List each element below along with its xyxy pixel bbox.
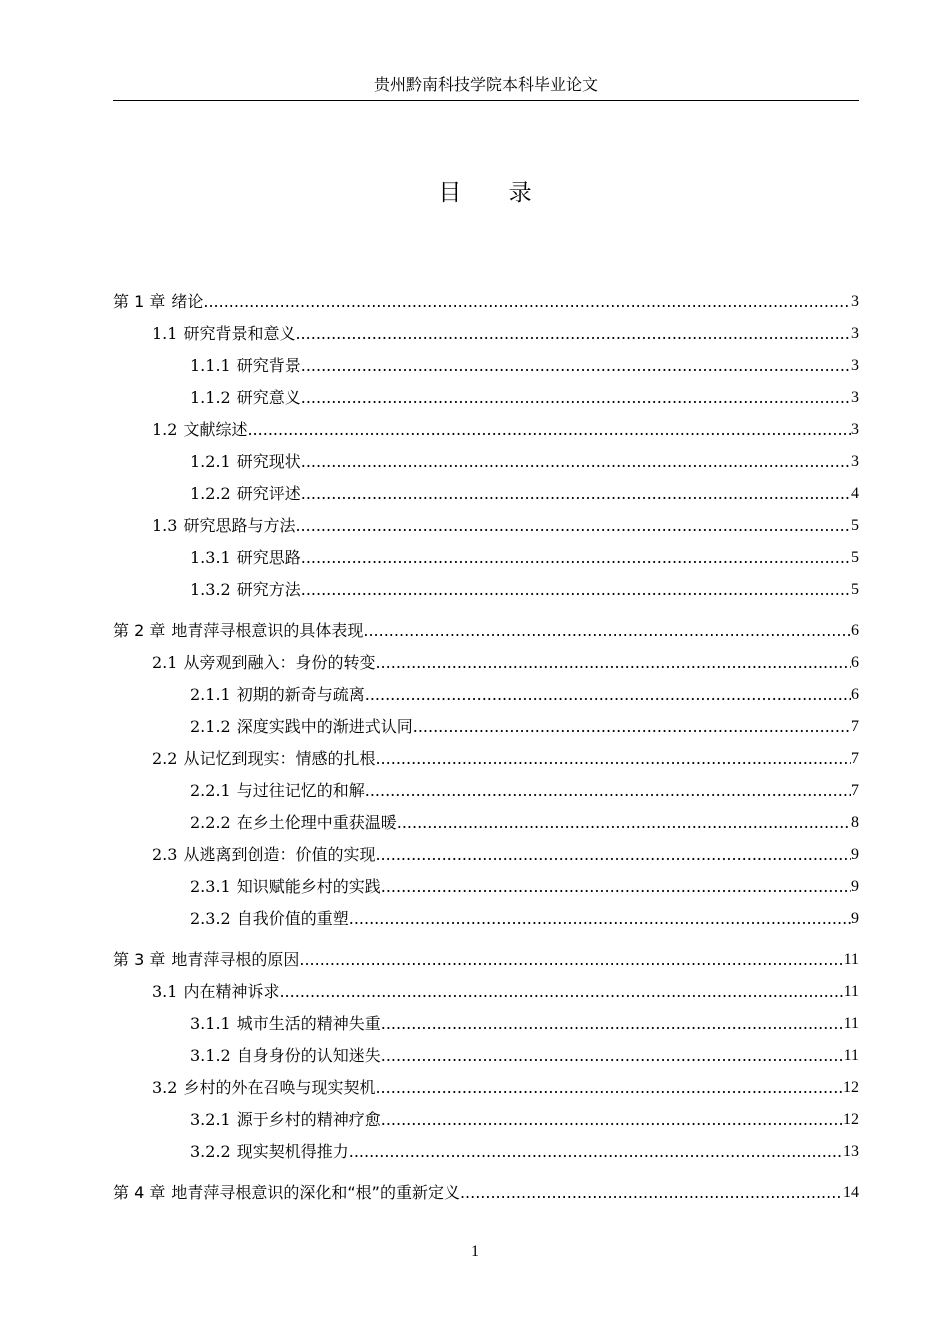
toc-entry-text: 内在精神诉求 [183, 982, 280, 1001]
toc-entry-text: 文献综述 [183, 420, 248, 439]
toc-entry-label [152, 322, 295, 346]
toc-entry-label [190, 875, 381, 899]
toc-entry-label [152, 1076, 375, 1100]
toc-entry-page: 3 [851, 389, 859, 406]
dot-leader [375, 1076, 843, 1100]
dot-leader [381, 1012, 844, 1036]
toc-entry-number: 第 1 章 [113, 292, 166, 311]
toc-entry-text: 从逃离到创造：价值的实现 [183, 845, 376, 864]
toc-entry-label [190, 578, 301, 602]
toc-entry-page: 3 [851, 421, 859, 438]
dot-leader [381, 875, 851, 899]
toc-entry-level2[interactable] [113, 747, 859, 771]
toc-entry-number: 2.2.1 [190, 781, 231, 800]
toc-entry-text: 研究思路与方法 [183, 516, 296, 535]
toc-entry-page: 9 [851, 878, 859, 895]
dot-leader [365, 779, 851, 803]
toc-entry-text: 乡村的外在召唤与现实契机 [183, 1078, 376, 1097]
toc-entry-page: 5 [851, 517, 859, 534]
toc-entry-text: 从记忆到现实：情感的扎根 [183, 749, 376, 768]
toc-entry-level1[interactable] [113, 290, 859, 314]
toc-entry-number: 1.1 [152, 324, 178, 343]
toc-entry-page: 12 [843, 1079, 859, 1096]
dot-leader [349, 907, 851, 931]
toc-entry-text: 源于乡村的精神疗愈 [236, 1110, 381, 1129]
toc-entry-number: 2.1.1 [190, 685, 231, 704]
toc-entry-page: 11 [843, 983, 859, 1000]
toc-entry-number: 3.2 [152, 1078, 178, 1097]
toc-entry-text: 深度实践中的渐进式认同 [236, 717, 413, 736]
toc-entry-number: 2.3 [152, 845, 178, 864]
toc-entry-text: 研究思路 [236, 548, 301, 567]
dot-leader [279, 980, 843, 1004]
toc-entry-page: 5 [851, 581, 859, 598]
toc-entry-level2[interactable] [113, 322, 859, 346]
toc-entry-page: 6 [851, 654, 859, 671]
dot-leader [301, 450, 851, 474]
toc-entry-level2[interactable] [113, 980, 859, 1004]
dot-leader [301, 578, 851, 602]
toc-entry-level3[interactable] [113, 1108, 859, 1132]
toc-entry-label [190, 546, 301, 570]
toc-entry-page: 11 [843, 1015, 859, 1032]
toc-entry-number: 2.3.2 [190, 909, 231, 928]
toc-entry-level1[interactable] [113, 1181, 859, 1205]
toc-entry-label [190, 482, 301, 506]
toc-entry-level2[interactable] [113, 843, 859, 867]
toc-entry-page: 7 [851, 782, 859, 799]
toc-entry-page: 11 [843, 951, 859, 968]
toc-entry-page: 6 [851, 686, 859, 703]
toc-entry-label [152, 980, 279, 1004]
toc-entry-page: 3 [851, 293, 859, 310]
toc-entry-text: 初期的新奇与疏离 [236, 685, 365, 704]
dot-leader [301, 482, 851, 506]
toc-entry-number: 第 3 章 [113, 950, 166, 969]
toc-entry-number: 第 2 章 [113, 621, 166, 640]
toc-entry-page: 7 [851, 718, 859, 735]
dot-leader [301, 354, 851, 378]
toc-entry-page: 5 [851, 549, 859, 566]
toc-entry-label [190, 1044, 381, 1068]
toc-entry-level2[interactable] [113, 651, 859, 675]
toc-entry-number: 1.2.2 [190, 484, 231, 503]
dot-leader [295, 322, 851, 346]
dot-leader [381, 1044, 844, 1068]
toc-entry-number: 3.2.1 [190, 1110, 231, 1129]
dot-leader [203, 290, 851, 314]
toc-entry-number: 2.2 [152, 749, 178, 768]
toc-entry-text: 从旁观到融入：身份的转变 [183, 653, 376, 672]
toc-entry-page: 3 [851, 357, 859, 374]
toc-entry-number: 1.3 [152, 516, 178, 535]
dot-leader [397, 811, 851, 835]
toc-entry-number: 1.2.1 [190, 452, 231, 471]
toc-entry-page: 4 [851, 485, 859, 502]
toc-entry-page: 14 [843, 1184, 859, 1201]
toc-entry-number: 1.3.1 [190, 548, 231, 567]
toc-entry-level1[interactable] [113, 948, 859, 972]
dot-leader [375, 843, 851, 867]
toc-entry-number: 2.3.1 [190, 877, 231, 896]
toc-entry-page: 7 [851, 750, 859, 767]
toc-entry-level3[interactable] [113, 482, 859, 506]
header-rule [113, 100, 859, 101]
toc-entry-label [113, 1181, 460, 1205]
toc-entry-text: 研究方法 [236, 580, 301, 599]
toc-entry-label [113, 948, 299, 972]
toc-entry-level3[interactable] [113, 907, 859, 931]
toc-entry-page: 6 [851, 622, 859, 639]
toc-entry-label [190, 450, 301, 474]
toc-entry-level3[interactable] [113, 1044, 859, 1068]
toc-entry-number: 3.1 [152, 982, 178, 1001]
dot-leader [349, 1140, 843, 1164]
toc-entry-number: 1.3.2 [190, 580, 231, 599]
toc-entry-text: 研究现状 [236, 452, 301, 471]
toc-entry-page: 3 [851, 325, 859, 342]
dot-leader [375, 747, 851, 771]
toc-entry-label [113, 619, 363, 643]
toc-entry-text: 研究背景 [236, 356, 301, 375]
toc-entry-text: 在乡土伦理中重获温暖 [236, 813, 397, 832]
toc-entry-level1[interactable] [113, 619, 859, 643]
toc-entry-label [190, 779, 365, 803]
toc-entry-page: 9 [851, 910, 859, 927]
toc-entry-page: 11 [843, 1047, 859, 1064]
dot-leader [301, 386, 851, 410]
toc-entry-label [190, 715, 413, 739]
running-header: 贵州黔南科技学院本科毕业论文 [373, 75, 598, 94]
dot-leader [247, 418, 851, 442]
toc-entry-level3[interactable] [113, 450, 859, 474]
dot-leader [375, 651, 851, 675]
toc-entry-label [190, 386, 301, 410]
toc-entry-level3[interactable] [113, 715, 859, 739]
toc-entry-label [190, 683, 365, 707]
dot-leader [381, 1108, 843, 1132]
toc-entry-number: 3.2.2 [190, 1142, 231, 1161]
toc-entry-label [152, 514, 295, 538]
toc-entry-text: 知识赋能乡村的实践 [236, 877, 381, 896]
toc-entry-number: 2.2.2 [190, 813, 231, 832]
toc-entry-label [113, 290, 203, 314]
toc-entry-text: 自我价值的重塑 [236, 909, 349, 928]
toc-entry-level3[interactable] [113, 683, 859, 707]
toc-entry-label [152, 843, 375, 867]
toc-entry-text: 研究意义 [236, 388, 301, 407]
toc-entry-level3[interactable] [113, 354, 859, 378]
toc-entry-level3[interactable] [113, 779, 859, 803]
toc-entry-level3[interactable] [113, 386, 859, 410]
toc-entry-number: 3.1.1 [190, 1014, 231, 1033]
toc-entry-number: 1.1.1 [190, 356, 231, 375]
toc-entry-number: 1.1.2 [190, 388, 231, 407]
toc-entry-text: 绪论 [171, 292, 204, 311]
dot-leader [295, 514, 851, 538]
toc-entry-text: 地青萍寻根的原因 [171, 950, 300, 969]
toc-entry-number: 第 4 章 [113, 1183, 166, 1202]
toc-entry-level3[interactable] [113, 811, 859, 835]
toc-entry-label [152, 747, 375, 771]
toc-entry-text: 研究背景和意义 [183, 324, 296, 343]
dot-leader [301, 546, 851, 570]
toc-entry-page: 3 [851, 453, 859, 470]
toc-entry-level3[interactable] [113, 578, 859, 602]
toc-entry-level3[interactable] [113, 1012, 859, 1036]
page-number: 1 [471, 1243, 479, 1260]
toc-entry-number: 3.1.2 [190, 1046, 231, 1065]
dot-leader [365, 683, 851, 707]
dot-leader [363, 619, 851, 643]
toc-entry-label [190, 1140, 349, 1164]
toc-entry-label [190, 354, 301, 378]
toc-entry-label [190, 907, 349, 931]
toc-entry-label [190, 1012, 381, 1036]
toc-entry-text: 自身身份的认知迷失 [236, 1046, 381, 1065]
toc-entry-label [190, 811, 397, 835]
toc-entry-level2[interactable] [113, 1076, 859, 1100]
toc-entry-level3[interactable] [113, 875, 859, 899]
toc-entry-text: 现实契机得推力 [236, 1142, 349, 1161]
toc-entry-page: 13 [843, 1143, 859, 1160]
toc-entry-page: 8 [851, 814, 859, 831]
toc-entry-level2[interactable] [113, 514, 859, 538]
toc-entry-text: 地青萍寻根意识的具体表现 [171, 621, 364, 640]
toc-entry-page: 12 [843, 1111, 859, 1128]
toc-entry-level2[interactable] [113, 418, 859, 442]
toc-entry-text: 与过往记忆的和解 [236, 781, 365, 800]
toc-title: 目 录 [438, 180, 552, 206]
toc-entry-text: 研究评述 [236, 484, 301, 503]
toc-entry-label [152, 418, 247, 442]
toc-entry-number: 2.1 [152, 653, 178, 672]
toc-entry-number: 2.1.2 [190, 717, 231, 736]
toc-entry-level3[interactable] [113, 1140, 859, 1164]
toc-entry-page: 9 [851, 846, 859, 863]
toc-entry-label [190, 1108, 381, 1132]
toc-entry-number: 1.2 [152, 420, 178, 439]
toc-entry-label [152, 651, 375, 675]
dot-leader [299, 948, 843, 972]
toc-entry-level3[interactable] [113, 546, 859, 570]
dot-leader [413, 715, 851, 739]
toc-entry-text: 地青萍寻根意识的深化和“根”的重新定义 [171, 1183, 460, 1202]
dot-leader [460, 1181, 843, 1205]
toc-entry-text: 城市生活的精神失重 [236, 1014, 381, 1033]
